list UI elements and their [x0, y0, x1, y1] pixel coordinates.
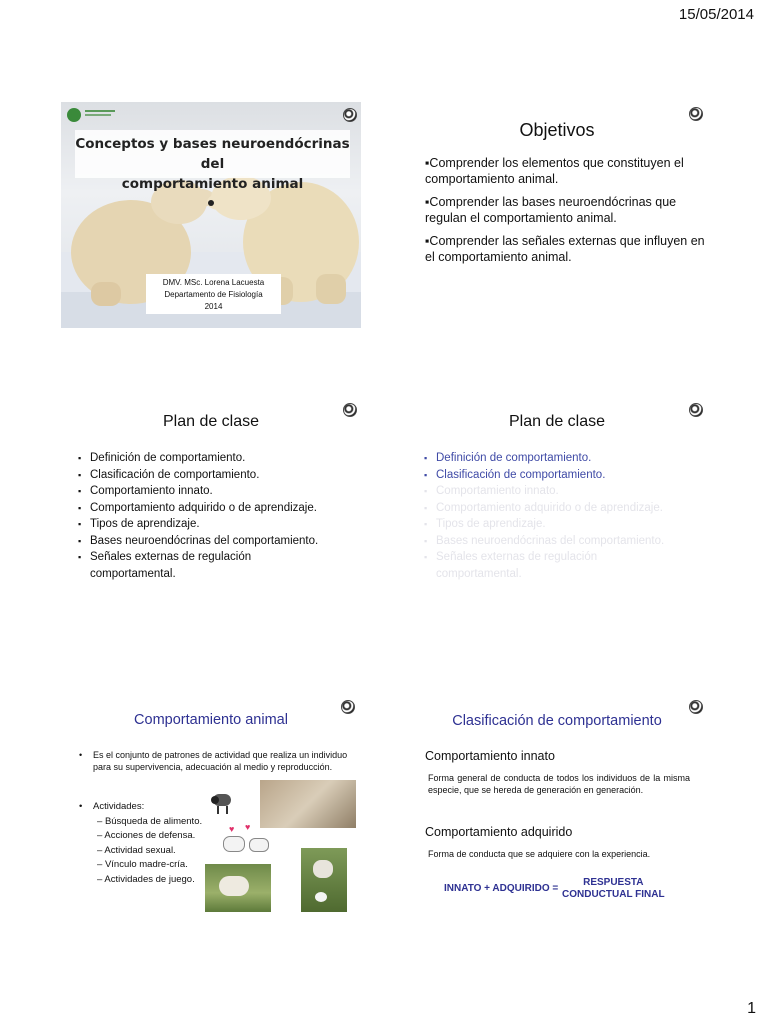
polar-bears-photo: [61, 102, 361, 328]
list-item: ▪ Comportamiento innato.: [78, 483, 338, 500]
cat-dog-photo: [301, 848, 347, 912]
definition-bullet: • Es el conjunto de patrones de actividad que realiza un individuo para su supervivencia, adecuación al medio y reproducción.: [79, 750, 348, 772]
innate-heading: Comportamiento innato: [425, 749, 555, 763]
formula-right: RESPUESTA CONDUCTUAL FINAL: [562, 877, 665, 900]
objectives-list: [425, 155, 705, 272]
sheep-lamb-photo: [205, 864, 271, 912]
slide-plan-highlighted: [407, 398, 707, 623]
list-item: ▪ Tipos de aprendizaje.: [78, 516, 338, 533]
page-number: 1: [747, 1000, 756, 1017]
author-credit: DMV. MSc. Lorena Lacuesta Departamento de Fisiología 2014: [146, 274, 281, 314]
formula: [444, 877, 674, 903]
logo-emblem-icon: [67, 108, 81, 122]
activity-item: – Vínculo madre-cría.: [97, 859, 188, 870]
institution-logo-icon: [689, 107, 703, 121]
list-item-faded: ▪ Bases neuroendócrinas del comportamiento.: [424, 533, 684, 550]
list-item: ▪ Señales externas de regulación comportamental.: [78, 549, 275, 582]
slide-plan: [61, 398, 361, 623]
list-item-faded: ▪ Comportamiento innato.: [424, 483, 684, 500]
activity-item: – Búsqueda de alimento.: [97, 815, 203, 827]
cover-title: Conceptos y bases neuroendócrinas del comportamiento animal: [75, 130, 350, 178]
activity-item: – Actividad sexual.: [97, 844, 176, 856]
activity-item: – Actividades de juego.: [97, 873, 195, 885]
slide-title: Plan de clase: [508, 413, 606, 430]
objective-item: ▪Comprender las bases neuroendócrinas que regulan el comportamiento animal.: [425, 195, 677, 225]
slide-objectives: [407, 102, 707, 327]
hearts-sheep-cartoon-icon: ♥ ♥: [219, 824, 273, 864]
institution-logo-icon: [689, 700, 703, 714]
activity-item: – Acciones de defensa.: [97, 830, 196, 841]
list-item-active: ▪ Definición de comportamiento.: [424, 450, 684, 467]
acquired-text: Forma de conducta que se adquiere con la experiencia.: [428, 849, 651, 859]
list-item: ▪ Bases neuroendócrinas del comportamiento.: [78, 533, 338, 550]
slide-title: Comportamiento animal: [134, 712, 288, 728]
list-item: ▪ Definición de comportamiento.: [78, 450, 338, 467]
activities-label: Actividades:: [93, 801, 145, 812]
slide-title-cover: [61, 102, 361, 327]
sheep-cartoon-icon: [211, 792, 235, 814]
list-item-faded: ▪ Comportamiento adquirido o de aprendizaje.: [424, 500, 684, 517]
slide-animal-behavior: [61, 694, 361, 919]
cattle-photo: [260, 780, 356, 828]
slide-title: Objetivos: [519, 120, 595, 140]
definition-text: Es el conjunto de patrones de actividad que realiza un individuo para su supervivencia, adecuación al medio y reproducción.: [93, 750, 348, 772]
plan-list: [78, 450, 338, 582]
list-item: ▪ Clasificación de comportamiento.: [78, 467, 338, 484]
list-item-active: ▪ Clasificación de comportamiento.: [424, 467, 684, 484]
slide-title: Clasificación de comportamiento: [452, 713, 662, 729]
institution-logo-icon: [343, 108, 357, 122]
innate-text: Forma general de conducta de todos los individuos de la misma especie, que se hereda de generación en generación.: [428, 773, 690, 795]
list-item-faded: ▪ Señales externas de regulación comportamental.: [424, 549, 621, 582]
plan-list: [424, 450, 684, 582]
slide-behavior-classification: [407, 694, 707, 919]
slide-title: Plan de clase: [162, 413, 260, 430]
print-date: 15/05/2014: [678, 6, 754, 23]
list-item-faded: ▪ Tipos de aprendizaje.: [424, 516, 684, 533]
objective-item: ▪Comprender las señales externas que influyen en el comportamiento animal.: [425, 234, 705, 264]
activities-block: • Actividades: – Búsqueda de alimento. – Acciones de defensa. – Actividad sexual. – Vínculo madre-cría. – Actividades de juego.: [79, 800, 202, 887]
list-item: ▪ Comportamiento adquirido o de aprendizaje.: [78, 500, 338, 517]
objective-item: ▪Comprender los elementos que constituyen el comportamiento animal.: [425, 156, 684, 186]
formula-left: INNATO + ADQUIRIDO =: [444, 883, 559, 894]
acquired-heading: Comportamiento adquirido: [425, 825, 573, 839]
university-logo: [67, 106, 117, 124]
